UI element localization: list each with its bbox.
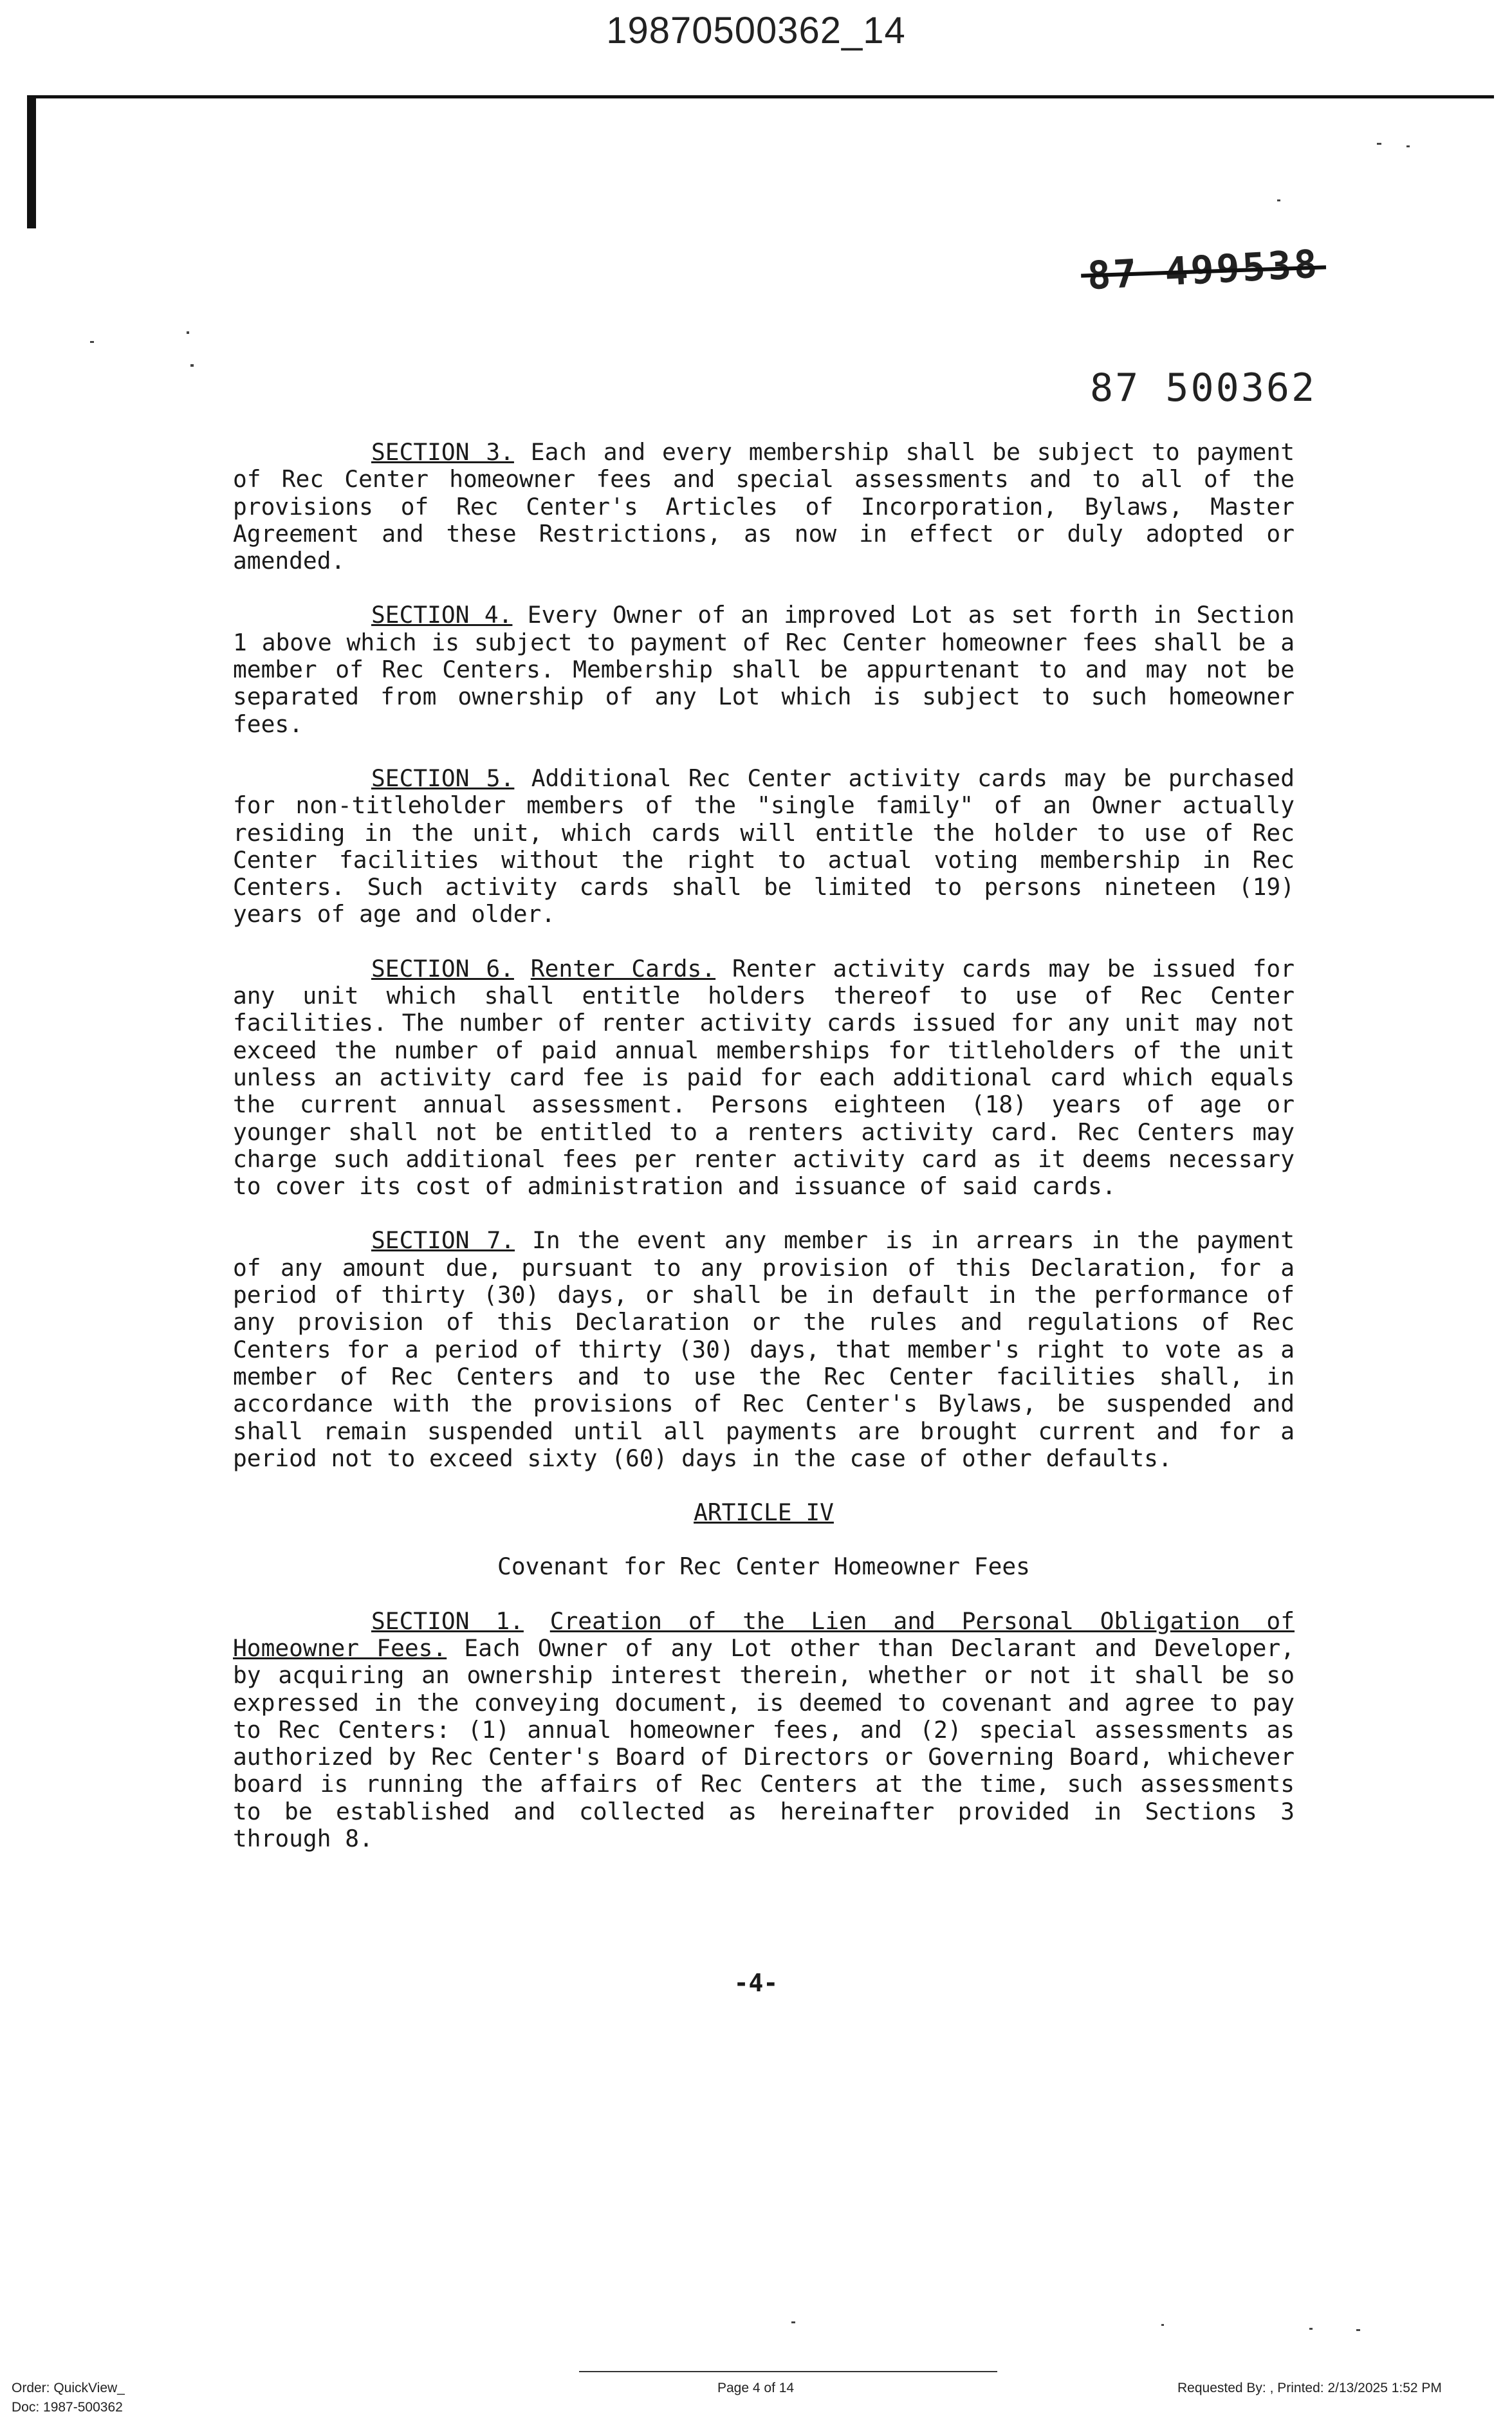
footer-page: Page 4 of 14 <box>717 2381 795 2395</box>
section-5-paragraph <box>233 765 1295 928</box>
section-text: Each and every membership shall be subject to payment of Rec Center homeowner fees and special assessments and to all of the provisions of Rec Center's Articles of Incorporation, Bylaws, Master Agreement and these Restrictions, as now in effect or duly adopted or amended. <box>233 438 1295 575</box>
section-text: Every Owner of an improved Lot as set forth in Section 1 above which is subject to payment of Rec Center homeowner fees shall be a member of Rec Centers. Membership shall be appurtenant to and may not be separated from ownership of any Lot which is subject to such homeowner fees. <box>233 601 1295 738</box>
scan-speck <box>90 341 94 343</box>
article-subheading: Covenant for Rec Center Homeowner Fees <box>497 1553 1030 1581</box>
section-label: SECTION 1. <box>371 1607 524 1635</box>
article-section-1-paragraph <box>233 1608 1295 1853</box>
scan-speck <box>1356 2329 1360 2331</box>
scan-speck <box>791 2321 795 2323</box>
section-label: SECTION 5. <box>371 764 515 792</box>
section-title: Renter Cards. <box>530 954 716 982</box>
page-number: -4- <box>733 1969 779 1997</box>
scan-speck <box>1406 145 1410 147</box>
footer-requested: Requested By: , Printed: 2/13/2025 1:52 PM <box>1177 2381 1442 2395</box>
section-4-paragraph <box>233 602 1295 737</box>
section-6-paragraph <box>233 955 1295 1201</box>
article-heading: ARTICLE IV <box>694 1498 834 1527</box>
scan-speck <box>187 331 189 334</box>
struck-stamp-number: 87 499538 <box>1086 241 1321 299</box>
recording-stamp-number: 87 500362 <box>1090 365 1317 410</box>
section-text: Renter activity cards may be issued for any unit which shall entitle holders thereof to use of Rec Center facilities. The number of renter activity cards issued for any unit may not exceed the number of paid annual memberships for titleholders of the unit unless an activity card fee is paid for each additional card which equals the current annual assessment. Persons eighteen (18) years of age or younger shall not be entitled to a renters activity card. Rec Centers may charge such additional fees per renter activity card as it deems necessary to cover its cost of administration and issuance of said cards. <box>233 954 1295 1201</box>
document-id: 19870500362_14 <box>606 10 906 51</box>
scan-speck <box>1277 199 1280 201</box>
section-label: SECTION 4. <box>371 601 513 629</box>
section-7-paragraph <box>233 1227 1295 1472</box>
section-3-paragraph <box>233 439 1295 575</box>
section-label: SECTION 6. <box>371 954 514 982</box>
scan-speck <box>190 364 194 367</box>
section-text: Additional Rec Center activity cards may be purchased for non-titleholder members of the "single family" of an Owner actually residing in the unit, which cards will entitle the holder to use of Rec Center facilities without the right to actual voting membership in Rec Centers. Such activity cards shall be limited to persons nineteen (19) years of age and older. <box>233 764 1295 928</box>
section-label: SECTION 3. <box>371 438 514 466</box>
footer-doc: Doc: 1987-500362 <box>12 2400 123 2415</box>
scan-speck <box>1377 143 1381 145</box>
section-title: Creation of the Lien and Personal Obligation of Homeowner Fees. <box>233 1607 1295 1662</box>
section-text: In the event any member is in arrears in the payment of any amount due, pursuant to any provision of this Declaration, for a period of thirty (30) days, or shall be in default in the performance of any provision of this Declaration or the rules and regulations of Rec Centers for a period of thirty (30) days, that member's right to vote as a member of Rec Centers and to use the Rec Center facilities shall, in accordance with the provisions of Rec Center's Bylaws, be suspended and shall remain suspended until all payments are brought current and for a period not to exceed sixty (60) days in the case of other defaults. <box>233 1226 1295 1472</box>
scan-speck <box>1161 2324 1164 2326</box>
scan-speck <box>1309 2328 1313 2330</box>
section-text: Each Owner of any Lot other than Declarant and Developer, by acquiring an ownership interest therein, whether or not it shall be so expressed in the conveying document, is deemed to covenant and agree to pay to Rec Centers: (1) annual homeowner fees, and (2) special assessments as authorized by Rec Center's Board of Directors or Governing Board, whichever board is running the affairs of Rec Centers at the time, such assessments to be established and collected as hereinafter provided in Sections 3 through 8. <box>233 1634 1295 1853</box>
scan-edge-mark <box>27 97 36 228</box>
section-label: SECTION 7. <box>371 1226 515 1255</box>
document-body <box>233 439 1295 1879</box>
footer-order: Order: QuickView_ <box>12 2381 125 2395</box>
footer-divider <box>579 2371 997 2372</box>
